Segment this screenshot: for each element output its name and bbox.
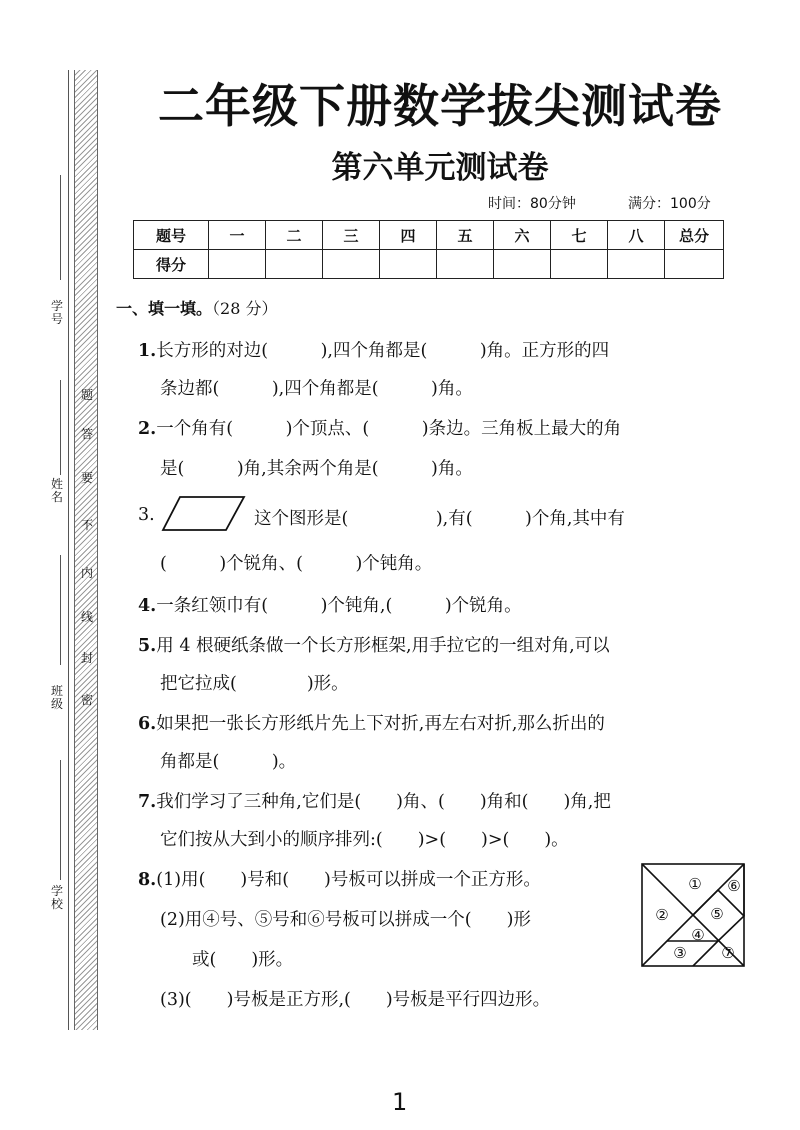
score-table-cell: 三 xyxy=(323,221,380,250)
field-line-school xyxy=(60,760,61,880)
score-table-cell: 七 xyxy=(551,221,608,250)
tangram-label: ② xyxy=(655,906,669,924)
question-text: 一条红领巾有( )个钝角,( )个锐角。 xyxy=(156,596,522,616)
field-label-student-id: 学号 xyxy=(50,299,63,326)
score-input-cell[interactable] xyxy=(437,250,494,279)
score-input-cell[interactable] xyxy=(380,250,437,279)
score-table-cell: 四 xyxy=(380,221,437,250)
question-7-line-2: 它们按从大到小的顺序排列:( )>( )>( )。 xyxy=(160,830,569,850)
score-table-cell: 总分 xyxy=(665,221,724,250)
question-text: 长方形的对边( ),四个角都是( )角。正方形的四 xyxy=(156,341,610,361)
tangram-label: ⑥ xyxy=(727,877,741,895)
exam-full-score: 满分：100分 xyxy=(628,196,711,212)
seal-char: 封 xyxy=(80,651,93,665)
field-label-name: 姓名 xyxy=(50,477,63,504)
page-subtitle: 第六单元测试卷 xyxy=(331,150,549,186)
score-input-cell[interactable] xyxy=(323,250,380,279)
question-number: 4. xyxy=(138,596,157,616)
question-3-line-2: ( )个锐角、( )个钝角。 xyxy=(160,554,433,574)
score-table-cell: 题号 xyxy=(134,221,209,250)
question-5-line-2: 把它拉成( )形。 xyxy=(160,674,349,694)
seal-char: 题 xyxy=(80,388,93,402)
binding-margin-hatch xyxy=(74,70,98,1030)
score-table-header-row xyxy=(134,221,724,250)
question-3-number: 3. xyxy=(138,505,155,525)
question-8-line-3: 或( )形。 xyxy=(192,950,294,970)
question-text: 我们学习了三种角,它们是( )角、( )角和( )角,把 xyxy=(156,792,611,812)
question-4-line xyxy=(138,592,522,617)
question-text: (1)用( )号和( )号板可以拼成一个正方形。 xyxy=(156,870,541,890)
field-label-class: 班级 xyxy=(50,684,63,711)
question-8-line-4: (3)( )号板是正方形,( )号板是平行四边形。 xyxy=(160,990,551,1010)
score-input-cell[interactable] xyxy=(266,250,323,279)
score-table-cell: 八 xyxy=(608,221,665,250)
question-1-line-2: 条边都( ),四个角都是( )角。 xyxy=(160,379,473,399)
seal-char: 不 xyxy=(80,518,93,532)
margin-line-outer xyxy=(68,70,69,1030)
score-input-cell[interactable] xyxy=(551,250,608,279)
seal-char: 内 xyxy=(80,566,93,580)
section-heading xyxy=(116,296,277,319)
score-table-cell: 五 xyxy=(437,221,494,250)
score-table-cell: 一 xyxy=(209,221,266,250)
score-table xyxy=(133,220,724,279)
score-table-cell: 六 xyxy=(494,221,551,250)
field-line-class xyxy=(60,555,61,665)
question-number: 2. xyxy=(138,419,157,439)
tangram-label: ④ xyxy=(691,926,705,944)
question-number: 6. xyxy=(138,714,157,734)
score-table-score-row xyxy=(134,250,724,279)
score-input-cell[interactable] xyxy=(608,250,665,279)
section-title: 一、填一填。 xyxy=(116,299,213,318)
question-3-line-1: 这个图形是( ),有( )个角,其中有 xyxy=(254,509,625,529)
tangram-figure xyxy=(640,862,746,968)
question-number: 5. xyxy=(138,636,157,656)
score-table-cell: 得分 xyxy=(134,250,209,279)
section-points: （28 分） xyxy=(212,299,278,318)
question-number: 7. xyxy=(138,792,157,812)
tangram-label: ① xyxy=(688,875,702,893)
question-8-line-1 xyxy=(138,866,541,891)
seal-char: 密 xyxy=(80,693,93,707)
question-5-line-1 xyxy=(138,632,610,657)
question-8-line-2: (2)用④号、⑤号和⑥号板可以拼成一个( )形 xyxy=(160,910,531,930)
score-table-cell: 二 xyxy=(266,221,323,250)
tangram-label: ⑦ xyxy=(721,944,735,962)
field-line-student-id xyxy=(60,175,61,280)
parallelogram-figure xyxy=(160,494,248,534)
question-2-line-2: 是( )角,其余两个角是( )角。 xyxy=(160,459,473,479)
tangram-label: ⑤ xyxy=(710,905,724,923)
seal-char: 答 xyxy=(80,427,93,441)
question-text: 用 4 根硬纸条做一个长方形框架,用手拉它的一组对角,可以 xyxy=(156,636,610,656)
score-input-cell[interactable] xyxy=(494,250,551,279)
question-text: 如果把一张长方形纸片先上下对折,再左右对折,那么折出的 xyxy=(156,714,605,734)
question-number: 1. xyxy=(138,341,157,361)
question-text: 一个角有( )个顶点、( )条边。三角板上最大的角 xyxy=(156,419,622,439)
tangram-label: ③ xyxy=(673,944,687,962)
score-input-cell[interactable] xyxy=(665,250,724,279)
score-input-cell[interactable] xyxy=(209,250,266,279)
field-label-school: 学校 xyxy=(50,884,63,911)
question-6-line-2: 角都是( )。 xyxy=(160,752,297,772)
question-7-line-1 xyxy=(138,788,611,813)
field-line-name xyxy=(60,380,61,475)
exam-time: 时间：80分钟 xyxy=(488,196,576,212)
question-6-line-1 xyxy=(138,710,605,735)
page-number: 1 xyxy=(392,1088,408,1116)
page-title: 二年级下册数学拔尖测试卷 xyxy=(158,79,722,133)
seal-char: 要 xyxy=(80,471,93,485)
seal-char: 线 xyxy=(80,610,93,624)
question-number: 8. xyxy=(138,870,157,890)
question-1-line-1 xyxy=(138,337,609,362)
question-2-line-1 xyxy=(138,415,621,440)
